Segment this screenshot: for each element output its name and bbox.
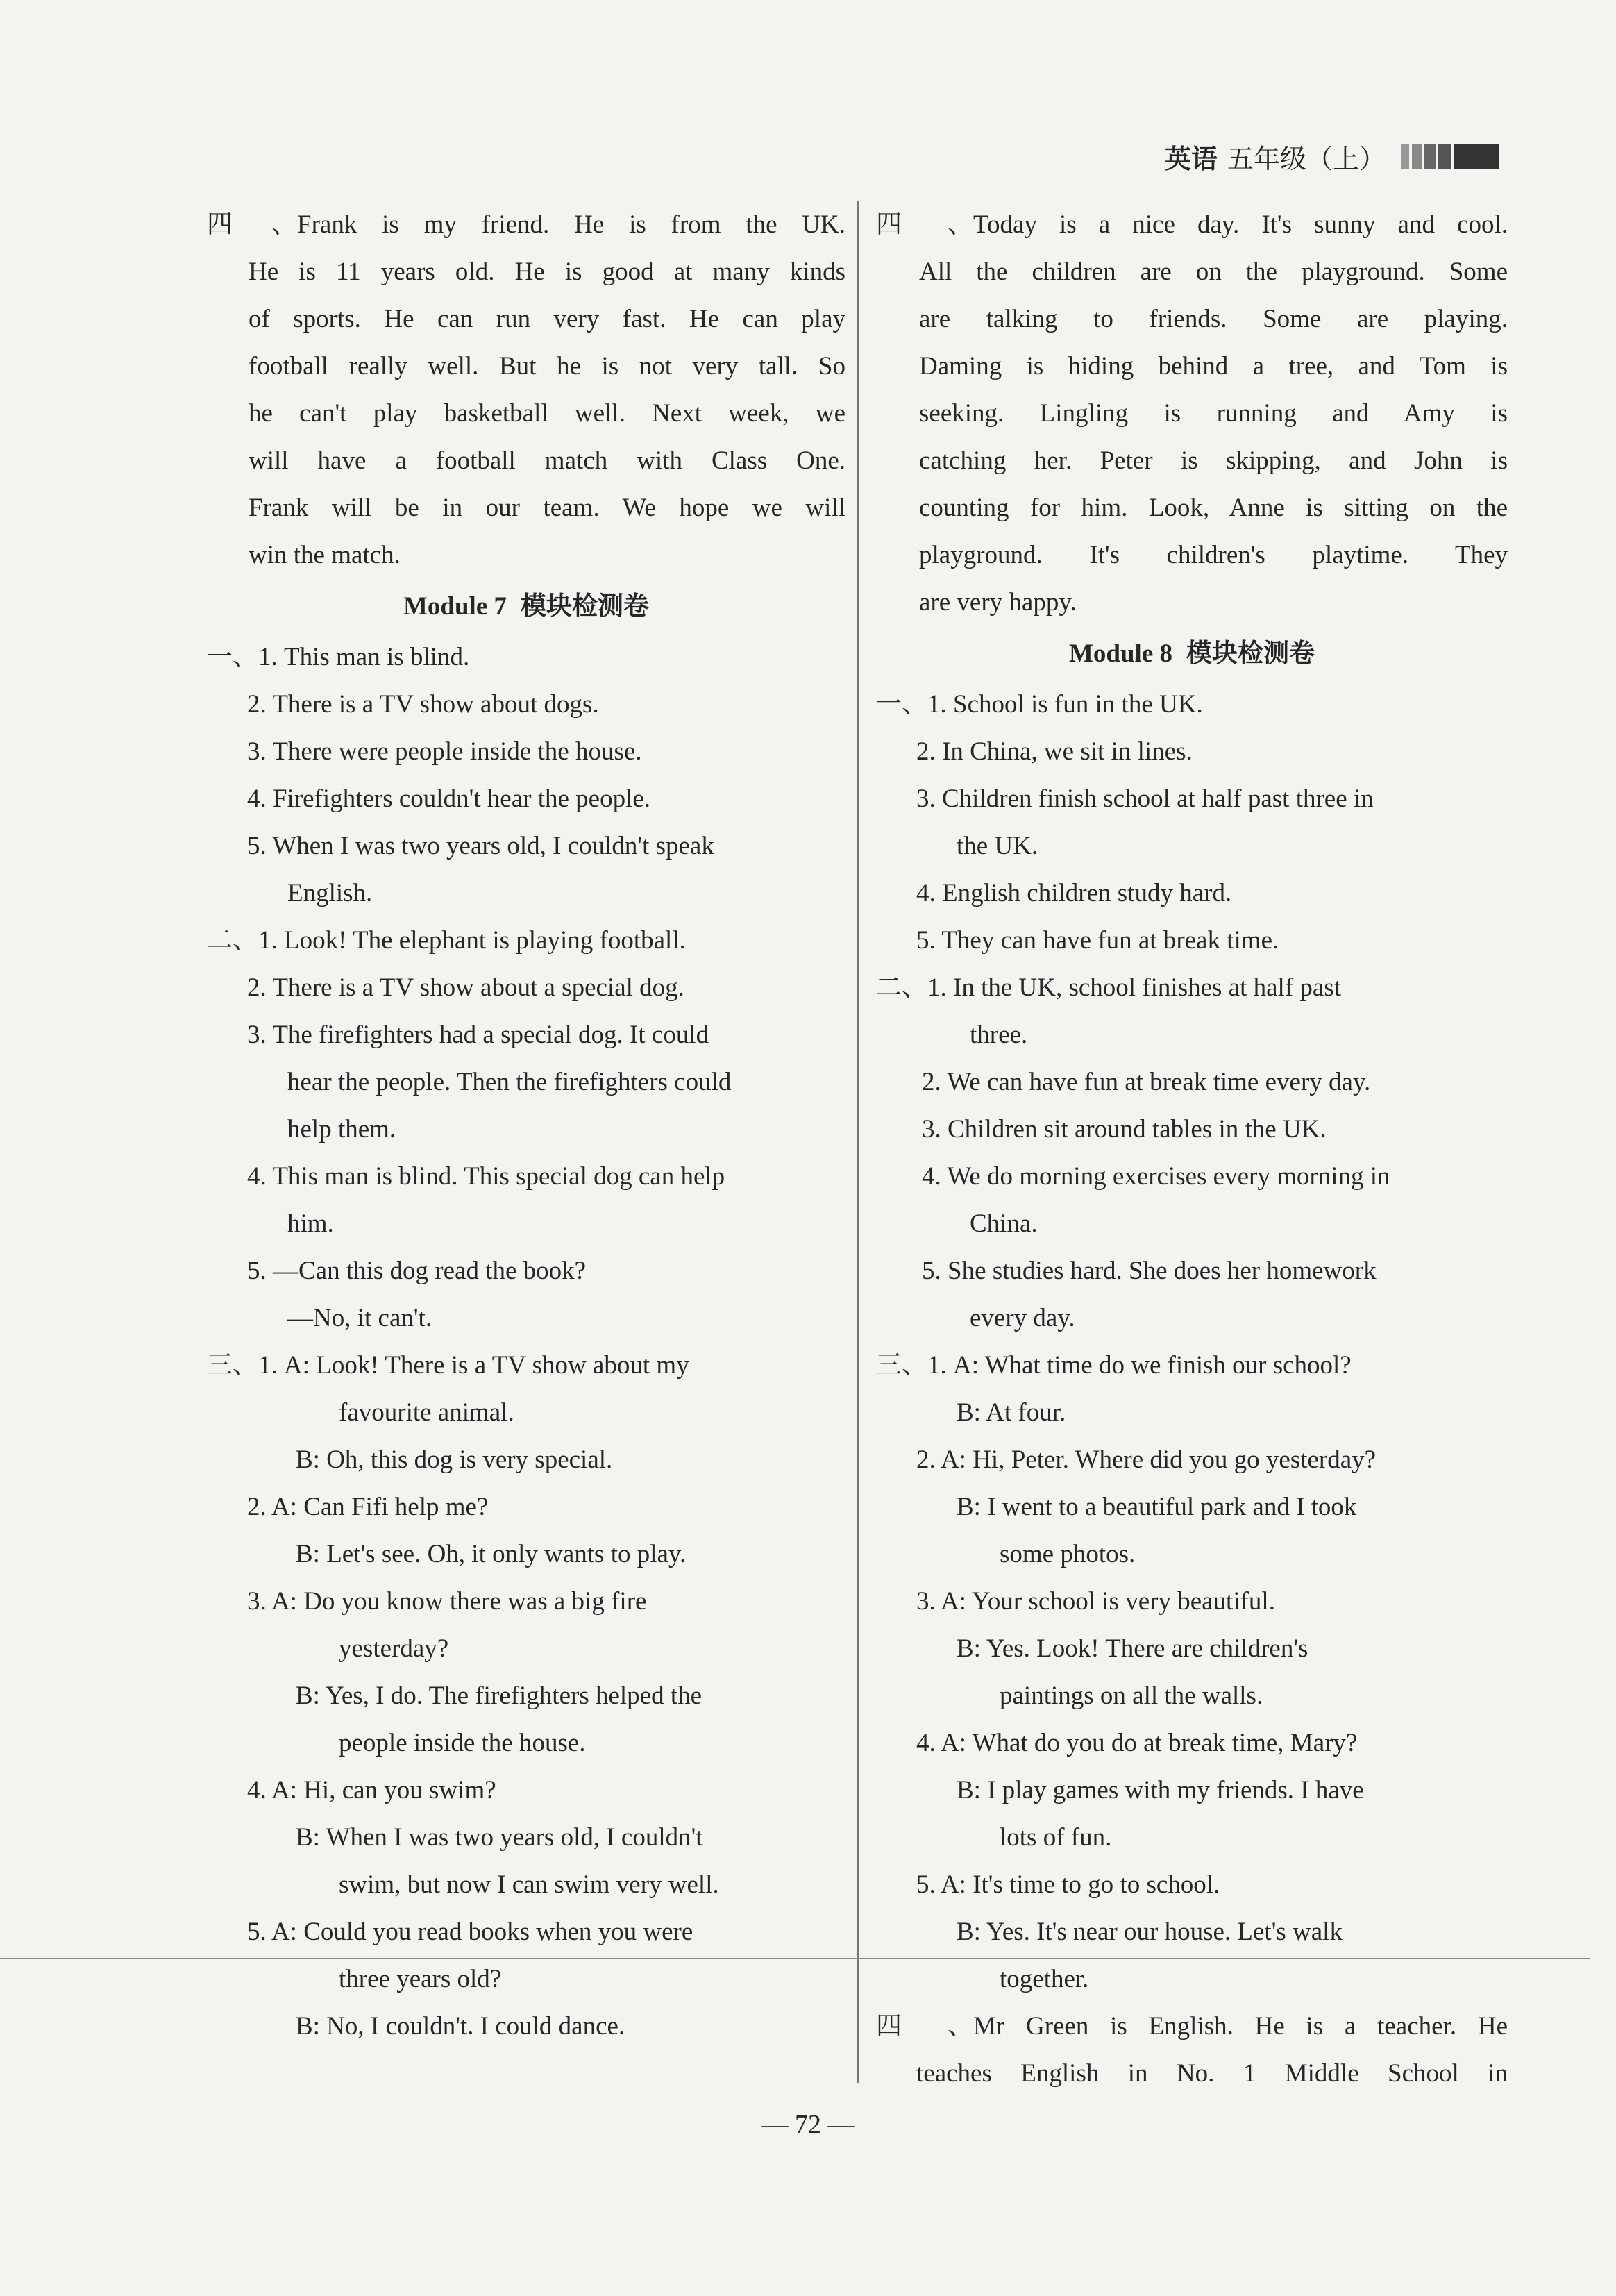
right-passage-label: 四、 [876, 210, 973, 239]
answer-line: English. [287, 879, 373, 907]
answer-line: 5. —Can this dog read the book? [247, 1257, 587, 1285]
right-section-2 [876, 964, 1508, 1342]
page-number: — 72 — [761, 2110, 855, 2139]
left-passage-line: he can't play basketball well. Next week, we [249, 399, 845, 428]
answer-line: 一、1. This man is blind. [207, 643, 470, 671]
left-passage-line: He is 11 years old. He is good at many kinds [249, 258, 845, 286]
answer-line: him. [287, 1209, 334, 1238]
right-passage-line: All the children are on the playground. Some [919, 258, 1508, 286]
left-passage-label: 四、 [207, 210, 297, 239]
module-title-text: Module 7 [403, 592, 507, 621]
answer-line: 3. The firefighters had a special dog. It could [247, 1021, 709, 1049]
right-passage-line: Daming is hiding behind a tree, and Tom is [919, 352, 1508, 380]
left-passage-line: Frank is my friend. He is from the UK. [297, 210, 845, 239]
left-section-1 [207, 634, 845, 917]
right-section-3 [876, 1342, 1508, 2003]
answer-line: three years old? [339, 1965, 502, 1993]
answer-line: 5. When I was two years old, I couldn't speak [247, 832, 714, 860]
answer-line: 5. She studies hard. She does her homework [922, 1257, 1377, 1285]
answer-line: paintings on all the walls. [1000, 1682, 1263, 1710]
right-passage-2-label: 四、 [876, 2012, 973, 2041]
right-passage-2-line: Mr Green is English. He is a teacher. He [973, 2012, 1508, 2041]
page-header [1165, 137, 1499, 176]
answer-line: 4. This man is blind. This special dog can help [247, 1162, 725, 1191]
answer-line: B: Oh, this dog is very special. [296, 1446, 613, 1474]
answer-line: 4. English children study hard. [916, 879, 1232, 907]
module-8-title [876, 626, 1508, 681]
answer-line: the UK. [957, 832, 1038, 860]
left-passage-line: of sports. He can run very fast. He can play [249, 305, 845, 333]
left-passage-line: Frank will be in our team. We hope we will [249, 494, 845, 522]
left-passage-line: football really well. But he is not very tall. So [249, 352, 845, 380]
answer-line: yesterday? [339, 1634, 449, 1663]
right-passage [876, 201, 1508, 626]
answer-line: 3. Children finish school at half past three in [916, 785, 1374, 813]
answer-line: 一、1. School is fun in the UK. [876, 690, 1203, 719]
answer-line: 4. Firefighters couldn't hear the people. [247, 785, 651, 813]
answer-line: swim, but now I can swim very well. [339, 1870, 719, 1899]
right-passage-line: catching her. Peter is skipping, and John is [919, 446, 1508, 475]
left-passage-line: win the match. [249, 541, 401, 569]
answer-line: B: Yes. It's near our house. Let's walk [957, 1918, 1343, 1946]
header-grade: 五年级（上） [1227, 144, 1386, 174]
answer-line: 3. Children sit around tables in the UK. [922, 1115, 1327, 1143]
module-title-zh: 模块检测卷 [1186, 638, 1315, 668]
right-passage-line: seeking. Lingling is running and Amy is [919, 399, 1508, 428]
answer-line: B: When I was two years old, I couldn't [296, 1823, 703, 1852]
answer-line: China. [970, 1209, 1038, 1238]
left-column [207, 201, 845, 2050]
answer-line: B: Yes. Look! There are children's [957, 1634, 1308, 1663]
answer-line: 4. A: Hi, can you swim? [247, 1776, 496, 1804]
answer-line: favourite animal. [339, 1398, 514, 1427]
answer-line: B: Yes, I do. The firefighters helped the [296, 1682, 702, 1710]
answer-line: help them. [287, 1115, 396, 1143]
answer-line: B: I went to a beautiful park and I took [957, 1493, 1357, 1521]
left-section-2 [207, 917, 845, 1342]
right-passage-2 [876, 2003, 1508, 2097]
answer-line: some photos. [1000, 1540, 1136, 1568]
answer-line: 三、1. A: What time do we finish our school? [876, 1351, 1352, 1380]
answer-line: every day. [970, 1304, 1075, 1332]
answer-line: 2. There is a TV show about a special dog. [247, 973, 684, 1002]
right-passage-line: are talking to friends. Some are playing. [919, 305, 1508, 333]
answer-line: 2. In China, we sit in lines. [916, 737, 1193, 766]
answer-line: 二、1. Look! The elephant is playing football. [207, 926, 686, 955]
answer-line: 3. A: Do you know there was a big fire [247, 1587, 647, 1616]
answer-line: 4. We do morning exercises every morning in [922, 1162, 1390, 1191]
module-title-zh: 模块检测卷 [521, 591, 650, 621]
answer-line: people inside the house. [339, 1729, 586, 1757]
left-section-3 [207, 1342, 845, 2050]
answer-line: 2. There is a TV show about dogs. [247, 690, 599, 719]
answer-line: 2. We can have fun at break time every day. [922, 1068, 1371, 1096]
answer-line: 2. A: Hi, Peter. Where did you go yesterday? [916, 1446, 1377, 1474]
answer-line: 5. A: It's time to go to school. [916, 1870, 1220, 1899]
answer-line: 5. They can have fun at break time. [916, 926, 1279, 955]
answer-line: B: No, I couldn't. I could dance. [296, 2012, 625, 2041]
answer-line: B: I play games with my friends. I have [957, 1776, 1364, 1804]
answer-line: 二、1. In the UK, school finishes at half past [876, 973, 1341, 1002]
answer-line: B: At four. [957, 1398, 1066, 1427]
answer-line: 3. A: Your school is very beautiful. [916, 1587, 1275, 1616]
answer-line: 5. A: Could you read books when you were [247, 1918, 693, 1946]
answer-line: 2. A: Can Fifi help me? [247, 1493, 489, 1521]
answer-line: together. [1000, 1965, 1089, 1993]
left-passage [207, 201, 845, 579]
module-7-title [207, 579, 845, 634]
answer-line: —No, it can't. [287, 1304, 432, 1332]
right-column [876, 201, 1508, 2097]
answer-line: 3. There were people inside the house. [247, 737, 642, 766]
column-divider [857, 201, 859, 2083]
right-passage-line: playground. It's children's playtime. They [919, 541, 1508, 569]
header-subject: 英语 [1164, 144, 1218, 174]
answer-line: 三、1. A: Look! There is a TV show about my [207, 1351, 689, 1380]
right-passage-2-line: teaches English in No. 1 Middle School in [916, 2059, 1508, 2088]
answer-line: lots of fun. [1000, 1823, 1112, 1852]
header-decoration-bars [1401, 144, 1499, 169]
answer-line: three. [970, 1021, 1028, 1049]
right-passage-line: are very happy. [919, 588, 1077, 617]
answer-line: B: Let's see. Oh, it only wants to play. [296, 1540, 687, 1568]
right-section-1 [876, 681, 1508, 964]
module-title-text: Module 8 [1068, 639, 1173, 668]
right-passage-line: counting for him. Look, Anne is sitting on the [919, 494, 1508, 522]
right-passage-line: Today is a nice day. It's sunny and cool. [973, 210, 1508, 239]
left-passage-line: will have a football match with Class One. [249, 446, 845, 475]
answer-line: hear the people. Then the firefighters could [287, 1068, 732, 1096]
answer-line: 4. A: What do you do at break time, Mary? [916, 1729, 1358, 1757]
